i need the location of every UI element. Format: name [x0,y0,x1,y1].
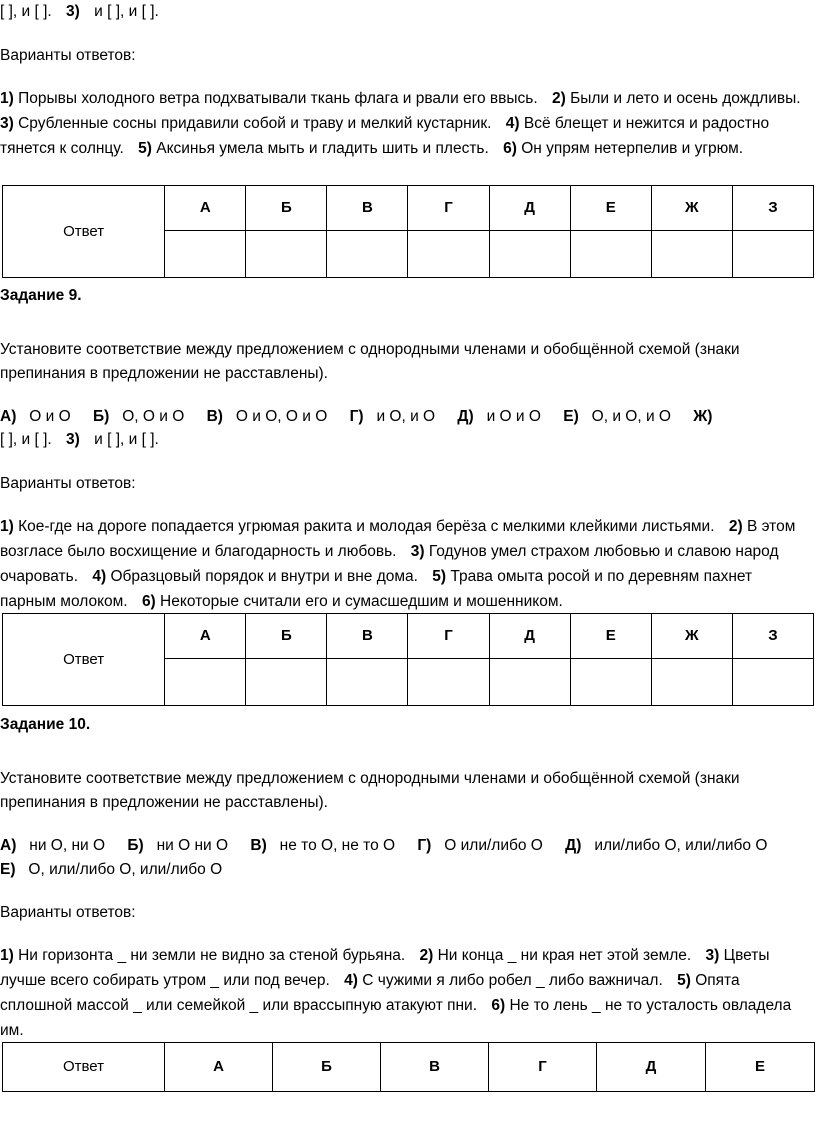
task-instruction: Установите соответствие между предложением с однородными членами и обобщённой схемой (знаки препинания в предложении не расставлены). [0,770,740,811]
answer-label: Ответ [3,1043,165,1092]
answer-text: Он упрям нетерпелив и угрюм. [521,140,744,157]
answer-cell[interactable] [732,659,813,706]
column-letter: Г [408,614,489,659]
answer-number: 5) [432,568,447,585]
variants-heading: Варианты ответов: [0,47,136,64]
column-letter: З [732,614,813,659]
column-letter: В [381,1043,489,1092]
answer-cell[interactable] [165,659,246,706]
scheme-options [0,405,812,451]
variants-heading: Варианты ответов: [0,475,136,492]
answer-text: Были и лето и осень дождливы. [570,90,801,107]
answer-text: Срубленные сосны придавили собой и траву и мелкий кустарник. [18,115,492,132]
answer-cell[interactable] [408,231,489,278]
column-letter: Б [246,186,327,231]
variants-heading: Варианты ответов: [0,904,136,921]
schema-tail-number3: 3) [66,431,80,448]
task-instruction: Установите соответствие между предложением с однородными членами и обобщённой схемой (знаки препинания в предложении не расставлены). [0,341,740,382]
answer-text: Некоторые считали его и сумасшедшим и мошенником. [160,593,563,610]
answer-number: 3) [410,543,425,560]
answer-number: 4) [344,972,358,989]
answer-options [0,86,812,161]
column-letter: Д [597,1043,706,1092]
scheme-text: или/либо О, или/либо О [594,837,768,854]
task-title-text: Задание 10. [0,716,91,733]
task-title-text: Задание 9. [0,287,82,304]
column-letter: В [327,614,408,659]
answer-cell[interactable] [732,231,813,278]
scheme-text: О, и О, и О [591,408,671,425]
answer-text: Ни конца _ ни края нет этой земле. [437,947,692,964]
answer-number: 5) [138,140,152,157]
answer-number: 3) [705,947,720,964]
scheme-letter: А) [0,408,17,425]
scheme-letter: В) [206,408,223,425]
scheme-letter: Б) [127,837,144,854]
answer-cell[interactable] [570,659,651,706]
column-letter: Е [570,614,651,659]
schema-tail-part3: и [ ], и [ ]. [94,431,159,448]
column-letter: Е [570,186,651,231]
column-letter: В [327,186,408,231]
answer-label: Ответ [3,614,165,706]
answer-number: 6) [491,997,506,1014]
answer-number: 6) [141,593,156,610]
answer-cell[interactable] [489,231,570,278]
scheme-options [0,834,812,882]
schema-tail-part1: [ ], и [ ]. [0,3,52,20]
scheme-letter: Д) [565,837,582,854]
answer-cell[interactable] [489,659,570,706]
answer-text: Годунов умел страхом любовью и славою народ очаровать. [0,543,779,585]
scheme-text: и О и О [486,408,541,425]
answer-cell[interactable] [327,231,408,278]
column-letter: А [165,1043,273,1092]
scheme-text: ни О, ни О [29,837,106,854]
answer-number: 4) [92,568,107,585]
column-letter: Е [706,1043,815,1092]
answer-number: 6) [503,140,517,157]
answer-text: Трава омыта росой и по деревням пахнет парным молоком. [0,568,753,610]
scheme-text: не то О, не то О [279,837,396,854]
answer-cell[interactable] [408,659,489,706]
answer-text: Не то лень _ не то усталость овладела им. [0,997,792,1039]
scheme-letter: Е) [563,408,579,425]
scheme-letter: Е) [0,861,16,878]
answer-number: 1) [0,90,14,107]
answer-label: Ответ [3,186,165,278]
scheme-text: О, О и О [122,408,185,425]
scheme-letter: А) [0,837,17,854]
column-letter: Б [246,614,327,659]
column-letter: Ж [651,614,732,659]
answer-number: 4) [505,115,520,132]
scheme-letter: В) [250,837,267,854]
answer-cell[interactable] [165,231,246,278]
answer-number: 2) [728,518,743,535]
column-letter: Г [408,186,489,231]
scheme-letter: Г) [417,837,432,854]
schema-tail-number3: 3) [66,3,80,20]
answer-cell[interactable] [651,659,732,706]
answer-text: Ни горизонта _ ни земли не видно за стеной бурьяна. [18,947,406,964]
answer-number: 2) [551,90,566,107]
scheme-text: и О, и О [376,408,436,425]
answer-cell[interactable] [327,659,408,706]
column-letter: Д [489,186,570,231]
answer-cell[interactable] [651,231,732,278]
column-letter: Г [489,1043,597,1092]
scheme-letter: Д) [457,408,474,425]
scheme-letter: Ж) [693,408,713,425]
scheme-text: О и О [29,408,71,425]
answer-text: Всё блещет и нежится и радостно тянется к солнцу. [0,115,770,157]
task-title [0,713,90,737]
answer-number: 1) [0,947,14,964]
column-letter: Б [273,1043,381,1092]
column-letter: Д [489,614,570,659]
answer-options [0,943,812,1043]
column-letter: А [165,614,246,659]
answer-options [0,514,812,614]
schema-tail-part1: [ ], и [ ]. [0,431,52,448]
scheme-letter: Б) [92,408,110,425]
answer-text: Опята сплошной массой _ или семейкой _ или врассыпную атакуют пни. [0,972,740,1014]
answer-text: В этом возгласе было восхищение и благодарность и любовь. [0,518,796,560]
scheme-letter: Г) [349,408,364,425]
task-title [0,284,82,308]
scheme-text: ни О ни О [156,837,229,854]
column-letter: З [732,186,813,231]
answer-table [2,185,814,278]
scheme-text: О и О, О и О [235,408,328,425]
answer-number: 1) [0,518,14,535]
column-letter: А [165,186,246,231]
answer-text: Кое-где на дороге попадается угрюмая ракита и молодая берёза с мелкими клейкими листьями. [18,518,715,535]
schema-tail-line [0,0,159,24]
answer-number: 5) [677,972,691,989]
answer-number: 3) [0,115,14,132]
answer-table [2,1042,815,1092]
answer-cell[interactable] [570,231,651,278]
scheme-text: О или/либо О [444,837,543,854]
answer-text: Образцовый порядок и внутри и вне дома. [110,568,418,585]
answer-cell[interactable] [246,659,327,706]
answer-number: 2) [419,947,434,964]
scheme-text: О, или/либо О, или/либо О [28,861,223,878]
answer-text: Аксинья умела мыть и гладить шить и плесть. [156,140,489,157]
answer-text: С чужими я либо робел _ либо важничал. [362,972,663,989]
answer-text: Цветы лучше всего собирать утром _ или под вечер. [0,947,770,989]
answer-cell[interactable] [246,231,327,278]
answer-text: Порывы холодного ветра подхватывали ткань флага и рвали его ввысь. [18,90,538,107]
schema-tail-part3: и [ ], и [ ]. [94,3,159,20]
answer-table [2,613,814,706]
column-letter: Ж [651,186,732,231]
